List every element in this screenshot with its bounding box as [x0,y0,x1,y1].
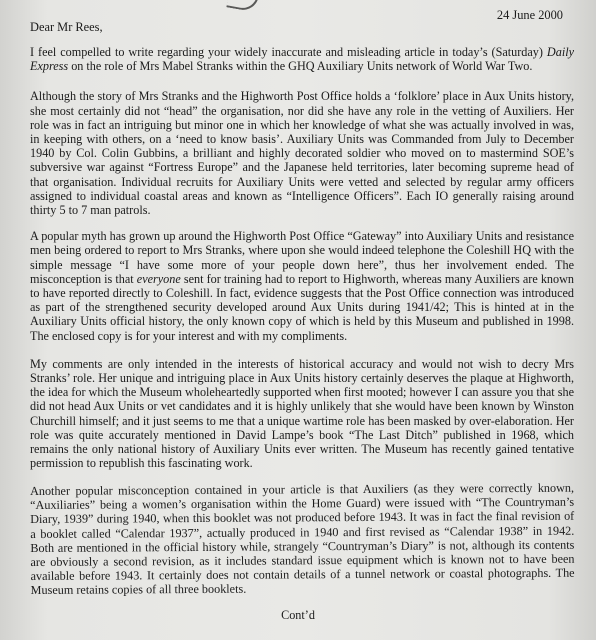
signature-mark [226,0,259,12]
paragraph-4: My comments are only intended in the interests of historical accuracy and would not wish to decry Mrs Stranks’ role. Her unique and intriguing place in Aux Units history certainly deserves the plaque at Highworth, the idea for which the Museum wholeheartedly supported when first mooted; however I can assure you that she did not head Aux Units or vet candidates and it is highly unlikely that she would have been known by Winston Churchill himself; and it just seems to me that a unique wartime role has been masked by over-elaboration. Her role was quite accurately mentioned in David Lampe’s book “The Last Ditch” published in 1968, which remains the only national history of Auxiliary Units ever written. The Museum has recently gained tentative permission to republish this fascinating work. [30,356,574,471]
paragraph-1-part-2: on the role of Mrs Mabel Stranks within the GHQ Auxiliary Units network of World War Two. [68,59,533,74]
paragraph-3 [30,229,574,343]
newspaper-title: Daily Express [30,45,574,74]
emphasis-everyone: everyone [136,271,181,286]
paragraph-1-part-1: I feel compelled to write regarding your widely inaccurate and misleading article in today’s (Saturday) [30,45,547,59]
paragraph-5: Another popular misconception contained in your article is that Auxiliers (as they were correctly known, “Auxiliaries” being a women’s organisation within the Home Guard) were issued with “The Countryman’s Diary, 1939” during 1940, when this booklet was not produced before 1943. It was in fact the final revision of a booklet called “Calendar 1937”, actually produced in 1940 and first revised as “Calendar 1938” in 1942. Both are mentioned in the official history while, strangely “Countryman’s Diary” is not, although its contents are obviously a second revision, as it includes standard issue equipment which is known not to have been available before 1943. It certainly does not contain details of a tunnel network or coastal photographs. The Museum retains copies of all three booklets. [30,481,575,598]
paragraph-2: Although the story of Mrs Stranks and the Highworth Post Office holds a ‘folklore’ place in Aux Units history, she most certainly did not “head” the organisation, nor did she have any role in the vetting of Auxiliers. Her role was in fact an intriguing but minor one in which her knowledge of what she was actually involved in was, in keeping with others, on a ‘need to know basis’. Auxiliary Units was Commanded from July to December 1940 by Col. Colin Gubbins, a brilliant and highly decorated soldier who moved on to mastermind SOE’s subversive war against “Fortress Europe” and the Japanese held territories, later becoming supreme head of that organisation. Individual recruits for Auxiliary Units were vetted and selected by regular army officers assigned to individual coastal areas and known as “Intelligence Officers”. Each IO generally raising around thirty 5 to 7 man patrols. [30,89,574,218]
continued-note: Cont’d [281,608,315,622]
paragraph-1 [30,45,574,73]
letter-body [30,45,574,608]
paragraph-3-part-2: sent for training had to report to Highworth, whereas many Auxiliers are known to have reported directly to Coleshill. In fact, evidence suggests that the Post Office connection was introduced as part of the strengthened security developed around Aux Units during 1941/42; This is hinted at in the Auxiliary Units official history, the only known copy of which is held by this Museum and published in 1998. The enclosed copy is for your interest and with my compliments. [30,271,574,343]
paragraph-3-part-1: A popular myth has grown up around the Highworth Post Office “Gateway” into Auxiliary Units and resistance men being ordered to report to Mrs Stranks, where upon she would indeed telephone the Coleshill HQ with the simple message “I have some more of your people down here”, thus her involvement ended. The misconception is that [30,229,574,286]
salutation: Dear Mr Rees, [30,20,103,34]
letter-date: 24 June 2000 [496,8,563,22]
